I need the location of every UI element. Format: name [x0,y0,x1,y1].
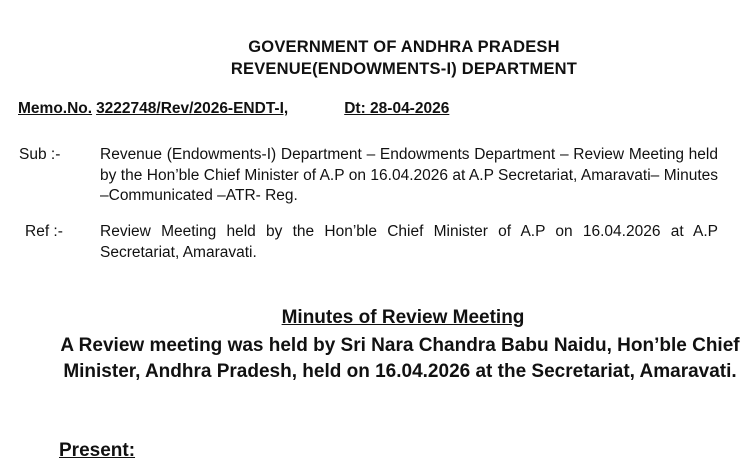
memo-date: Dt: 28-04-2026 [344,100,450,117]
subject-text: Revenue (Endowments-I) Department – Endowments Department – Review Meeting held by the Hon’ble Chief Minister of A.P on 16.04.2026 at A.P Secretariat, Amaravati– Minutes –Communicated –ATR- Reg. [100,146,718,204]
government-heading: GOVERNMENT OF ANDHRA PRADESH [248,38,560,56]
department-heading: REVENUE(ENDOWMENTS-I) DEPARTMENT [230,60,578,78]
present-heading: Present: [59,440,136,461]
reference-label: Ref :- [25,223,63,240]
reference-text: Review Meeting held by the Hon’ble Chief Minister of A.P on 16.04.2026 at A.P Secretariat, Amaravati. [100,223,718,261]
minutes-title: Minutes of Review Meeting [281,307,525,328]
memo-label: Memo.No. [18,100,93,117]
minutes-body: A Review meeting was held by Sri Nara Chandra Babu Naidu, Hon’ble Chief Minister, Andhra Pradesh, held on 16.04.2026 at the Secretariat, Amaravati. [60,335,740,382]
memo-line [18,100,449,118]
subject-label: Sub :- [19,146,61,163]
memo-number: 3222748/Rev/2026-ENDT-I, [96,100,289,117]
